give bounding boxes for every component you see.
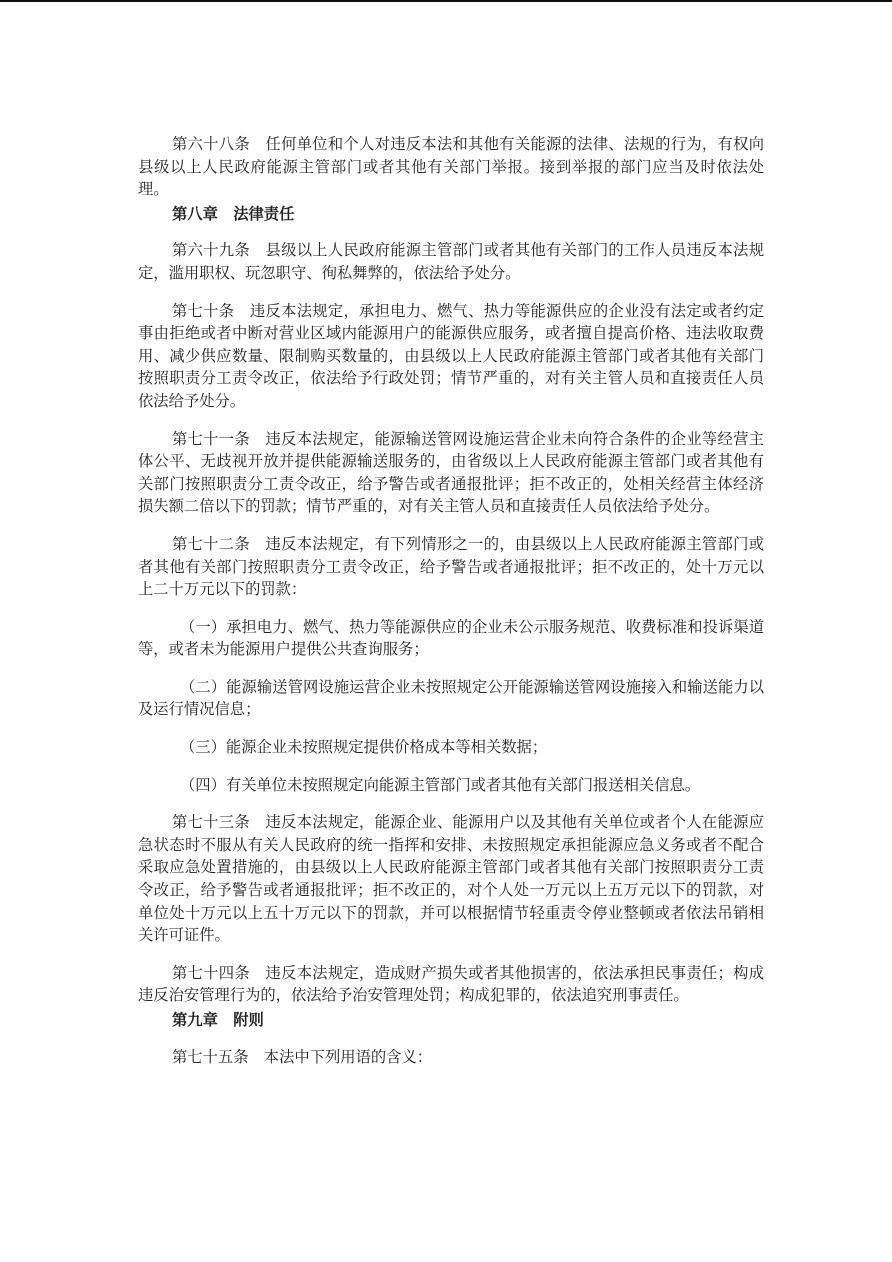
article-72-item-4: （四）有关单位未按照规定向能源主管部门或者其他有关部门报送相关信息。 — [180, 775, 701, 794]
article-72-item-1: （一）承担电力、燃气、热力等能源供应的企业未公示服务规范、收费标准和投诉渠道等，或者未为能源用户提供公共查询服务； — [138, 617, 764, 659]
document-body — [138, 133, 764, 1083]
article-74: 第七十四条 违反本法规定，造成财产损失或者其他损害的，依法承担民事责任；构成违反治安管理行为的，依法给予治安管理处罚；构成犯罪的，依法追究刑事责任。 — [138, 963, 764, 1005]
chapter-9-heading: 第九章 附则 — [172, 1011, 264, 1029]
article-69: 第六十九条 县级以上人民政府能源主管部门或者其他有关部门的工作人员违反本法规定，滥用职权、玩忽职守、徇私舞弊的，依法给予处分。 — [138, 241, 764, 282]
chapter-8-heading: 第八章 法律责任 — [172, 204, 295, 223]
article-72-item-2: （二）能源输送管网设施运营企业未按照规定公开能源输送管网设施接入和输送能力以及运行情况信息； — [138, 677, 764, 719]
article-72-item-3: （三）能源企业未按照规定提供价格成本等相关数据； — [180, 738, 548, 757]
article-73: 第七十三条 违反本法规定，能源企业、能源用户以及其他有关单位或者个人在能源应急状态时不服从有关人民政府的统一指挥和安排、未按照规定承担能源应急义务或者不配合采取应急处置措施的，由县级以上人民政府能源主管部门或者其他有关部门按照职责分工责令改正，给予警告或者通报批评；拒不改正的，对个人处一万元以上五万元以下的罚款，对单位处十万元以上五十万元以下的罚款，并可以根据情节轻重责令停业整顿或者依法吊销相关许可证件。 — [138, 813, 764, 945]
article-72: 第七十二条 违反本法规定，有下列情形之一的，由县级以上人民政府能源主管部门或者其他有关部门按照职责分工责令改正，给予警告或者通报批评；拒不改正的，处十万元以上二十万元以下的罚款： — [138, 534, 764, 599]
article-68: 第六十八条 任何单位和个人对违反本法和其他有关能源的法律、法规的行为，有权向县级以上人民政府能源主管部门或者其他有关部门举报。接到举报的部门应当及时依法处理。 — [138, 135, 764, 199]
article-75: 第七十五条 本法中下列用语的含义： — [172, 1047, 433, 1066]
top-border-line — [0, 0, 892, 2]
article-70: 第七十条 违反本法规定，承担电力、燃气、热力等能源供应的企业没有法定或者约定事由拒绝或者中断对营业区域内能源用户的能源供应服务，或者擅自提高价格、违法收取费用、减少供应数量、限制购买数量的，由县级以上人民政府能源主管部门或者其他有关部门按照职责分工责令改正，依法给予行政处罚；情节严重的，对有关主管人员和直接责任人员依法给予处分。 — [138, 301, 764, 410]
article-71: 第七十一条 违反本法规定，能源输送管网设施运营企业未向符合条件的企业等经营主体公平、无歧视开放并提供能源输送服务的，由省级以上人民政府能源主管部门或者其他有关部门按照职责分工责令改正，给予警告或者通报批评；拒不改正的，处相关经营主体经济损失额二倍以下的罚款；情节严重的，对有关主管人员和直接责任人员依法给予处分。 — [138, 429, 764, 516]
